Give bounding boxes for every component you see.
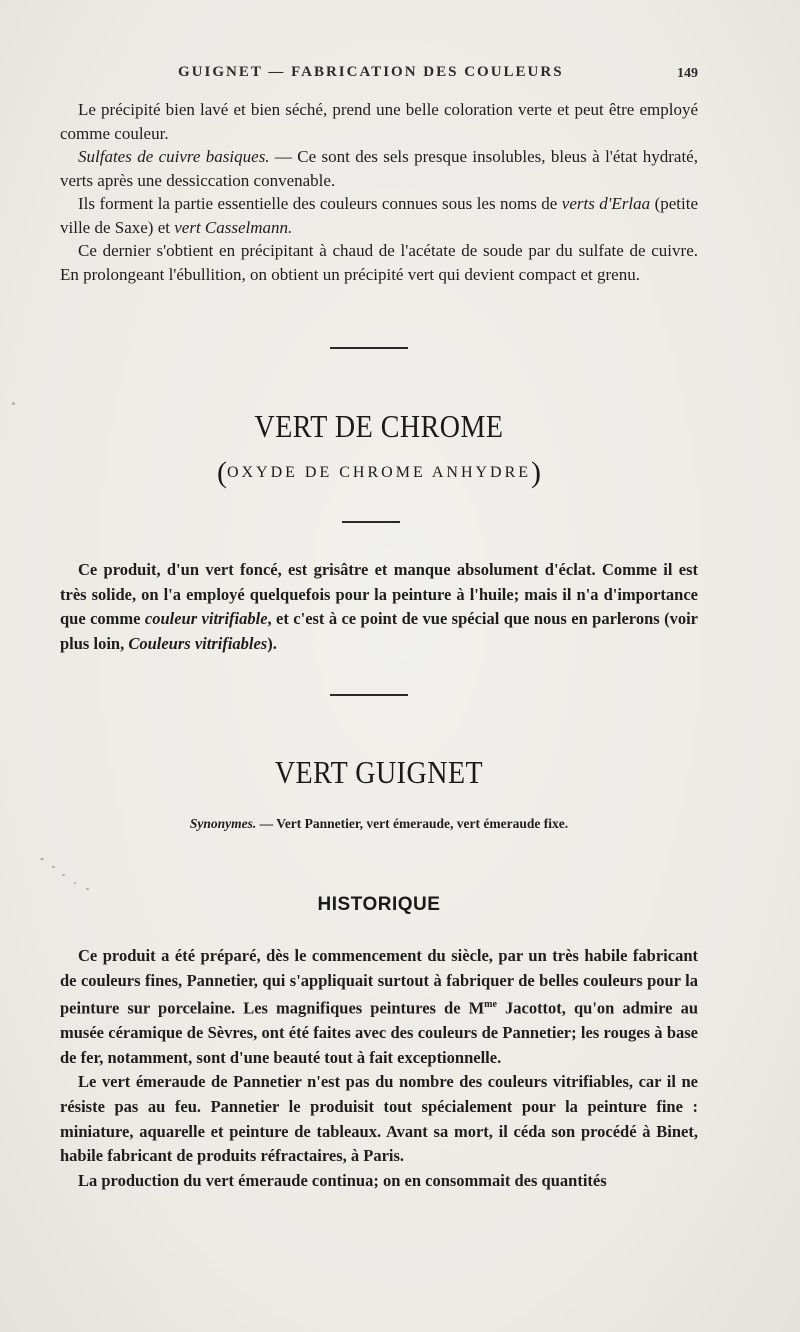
intro-p3-text-b: (petite ville de Saxe) et (60, 194, 698, 237)
synonyms-label: Synonymes. (189, 816, 257, 831)
intro-paragraph-3 (60, 192, 698, 239)
historique-paragraph-1 (60, 944, 698, 1070)
historique-section (60, 944, 698, 1193)
vert-chrome-section (60, 558, 698, 656)
historique-paragraph-2: Le vert émeraude de Pannetier n'est pas du nombre des couleurs vitrifiables, car il ne résiste pas au feu. Pannetier le produisit tout spécialement pour la peinture fine : miniature, aquarelle et peinture de tableaux. Avant sa mort, il céda son procédé à Binet, habile fabricant de produits réfractaires, à Paris. (60, 1072, 698, 1166)
running-head (178, 64, 698, 81)
section-title-historique: HISTORIQUE (317, 894, 441, 915)
paper-speck (52, 866, 55, 868)
historique-p1-text-b: Jacottot, qu'on admire au musée céramique de Sèvres, ont été faites avec des couleurs de Pannetier; les rouges à base de fer, notamment, sont d'une beauté tout à fait exceptionnelle. (60, 998, 698, 1067)
section-title-vert-chrome: VERT DE CHROME (254, 409, 504, 446)
sulfates-term: Sulfates de cuivre basiques. (78, 147, 270, 166)
historique-paragraph-3: La production du vert émeraude continua; on en consommait des quantités (78, 1170, 607, 1190)
paper-speck (74, 882, 76, 884)
intro-paragraph-2 (60, 145, 698, 192)
historique-p1-text-a: Ce produit a été préparé, dès le commencement du siècle, par un très habile fabricant de couleurs fines, Pannetier, qui s'appliquait surtout à fabriquer de belles couleurs pour la peinture sur porcelaine. Les magnifiques peintures de M (60, 946, 698, 1018)
vert-chrome-text-c: ). (267, 633, 277, 653)
madame-superscript: me (484, 999, 497, 1011)
verts-erlaa-term: verts d'Erlaa (561, 194, 651, 213)
paper-speck (62, 874, 65, 876)
running-head-title: GUIGNET — FABRICATION DES COULEURS (178, 64, 564, 80)
couleurs-vitrifiables-term: Couleurs vitrifiables (128, 633, 268, 653)
vert-chrome-text-b: , et c'est à ce point de vue spécial que nous en parlerons (voir plus loin, (60, 609, 698, 653)
subtitle-text: OXYDE DE CHROME ANHYDRE (226, 464, 532, 481)
intro-paragraph-1: Le précipité bien lavé et bien séché, prend une belle coloration verte et peut être employé comme couleur. (60, 100, 698, 143)
sulfates-text: — Ce sont des sels presque insolubles, bleus à l'état hydraté, verts après une dessiccation convenable. (60, 147, 698, 190)
paper-speck (12, 402, 15, 405)
vert-casselmann-term: vert Casselmann. (174, 217, 293, 237)
divider-rule-3 (330, 694, 408, 696)
synonyms-text: — Vert Pannetier, vert émeraude, vert émeraude fixe. (256, 816, 569, 831)
page-number: 149 (677, 66, 698, 81)
vert-chrome-paragraph (60, 558, 698, 656)
vert-chrome-text-a: Ce produit, d'un vert foncé, est grisâtre et manque absolument d'éclat. Comme il est très solide, on l'a employé quelquefois pour la peinture à l'huile; mais il n'a d'importance que comme (60, 560, 698, 628)
intro-p3-text-a: Ils forment la partie essentielle des couleurs connues sous les noms de (78, 194, 562, 213)
subtitle-close-paren: ) (531, 456, 542, 489)
divider-rule-2 (342, 521, 400, 523)
paper-speck (86, 888, 89, 890)
divider-rule-1 (330, 347, 408, 349)
subtitle-open-paren: ( (216, 456, 227, 489)
intro-section (60, 98, 698, 286)
synonyms-line (60, 816, 698, 832)
section-title-vert-guignet: VERT GUIGNET (274, 755, 484, 792)
couleur-vitrifiable-term: couleur vitrifiable (144, 609, 268, 628)
intro-paragraph-4: Ce dernier s'obtient en précipitant à chaud de l'acétate de soude par du sulfate de cuivre. En prolongeant l'ébullition, on obtient un précipité vert qui devient compact et grenu. (60, 241, 698, 284)
section-subtitle-chrome (60, 456, 698, 490)
paper-speck (40, 858, 44, 860)
